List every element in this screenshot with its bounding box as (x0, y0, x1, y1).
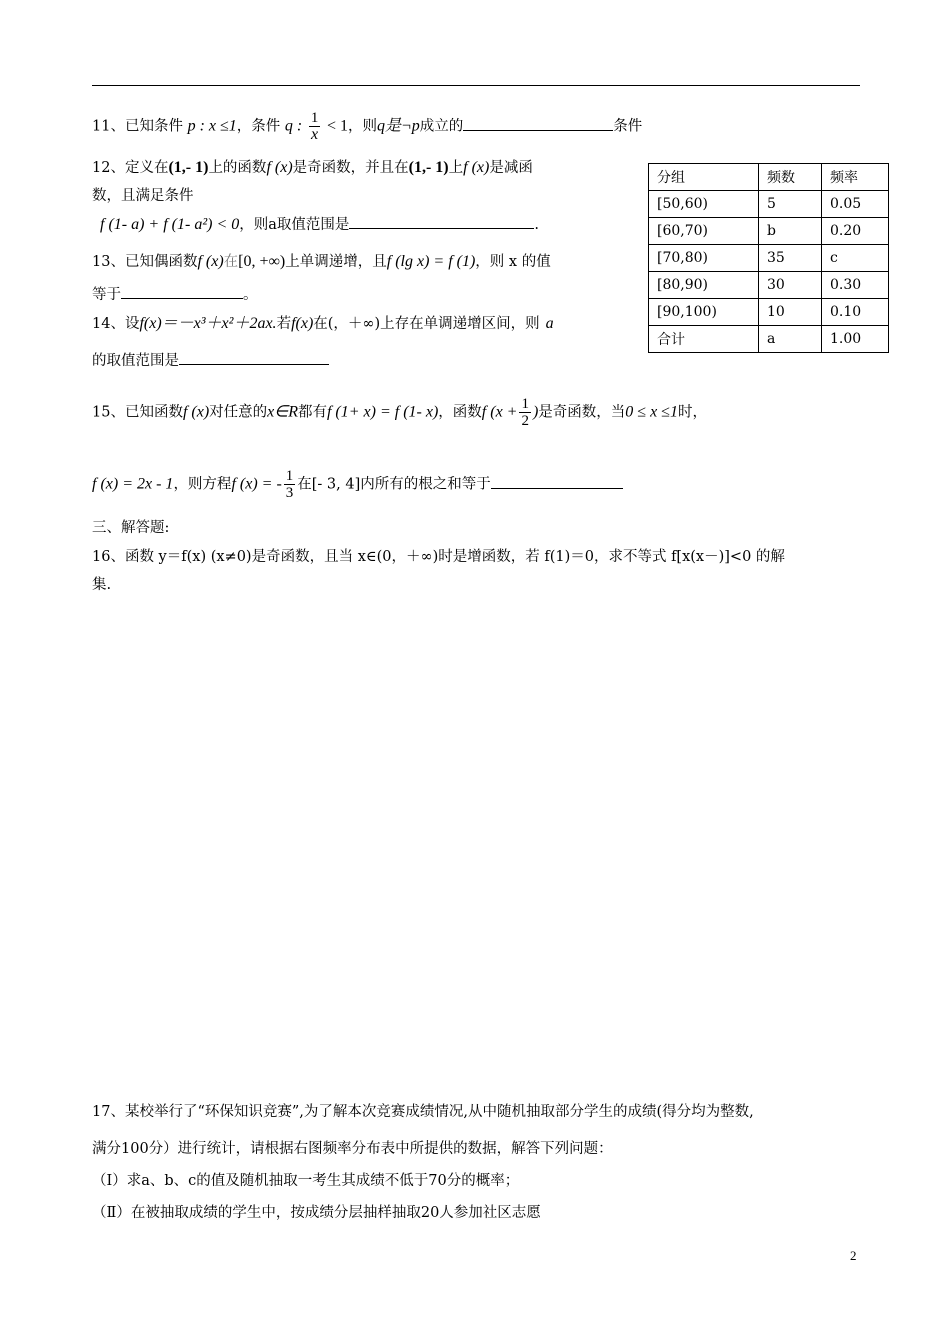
q14-answer-blank[interactable] (179, 350, 329, 365)
table-cell: [70,80) (649, 245, 759, 272)
q15-text-f: 时， (677, 404, 707, 421)
q12-text-a: 12、定义在 (92, 160, 169, 176)
q13-text-c: 上单调递增，且 (285, 254, 387, 270)
q13-equation: f (lg x) = f (1) (386, 253, 476, 270)
table-cell: 5 (759, 191, 822, 218)
q17-part-two: （Ⅱ）在被抽取成绩的学生中，按成绩分层抽样抽取20人参加社区志愿 (92, 1205, 541, 1221)
q12-line2: 数，且满足条件 (92, 188, 194, 204)
q15-f-open: f (x + (481, 403, 518, 421)
q12-text-d: 上 (448, 160, 464, 176)
table-cell: 0.30 (822, 272, 889, 299)
q12-text-c: 是奇函数，并且在 (292, 160, 409, 176)
q14-text-b: 若 (276, 316, 292, 332)
q17-part-one: （Ⅰ）求a、b、c的值及随机抽取一考生其成绩不低于70分的概率； (92, 1173, 520, 1189)
table-header-cell: 频数 (759, 164, 822, 191)
q12-interval: (1,- 1) (168, 159, 209, 176)
q15-text-h: 在[- 3, 4]内所有的根之和等于 (297, 476, 491, 493)
table-row (649, 272, 889, 299)
q13-text-b: 在 (223, 254, 239, 270)
q11-text-a: 11、已知条件 (92, 118, 183, 135)
q15-frac-den: 2 (521, 413, 529, 429)
table-cell: 30 (759, 272, 822, 299)
table-cell: [50,60) (649, 191, 759, 218)
table-cell: 合计 (649, 326, 759, 353)
q12-answer-blank[interactable] (349, 214, 534, 229)
q12-inequality: f (1- a) + f (1- a²) < 0 (100, 216, 240, 233)
table-row (649, 245, 889, 272)
question-11 (92, 110, 642, 143)
q15-definition: f (x) = 2x - 1 (92, 475, 174, 493)
question-14-line2 (92, 350, 329, 371)
q13-answer-blank[interactable] (121, 284, 243, 299)
q15-text-d: ，函数 (438, 404, 482, 421)
question-12-line2 (92, 186, 194, 206)
q12-fx-2: f (x) (463, 159, 490, 176)
q11-answer-blank[interactable] (463, 116, 613, 131)
table-cell: c (822, 245, 889, 272)
q17-line2: 满分100分）进行统计，请根据右图频率分布表中所提供的数据，解答下列问题： (92, 1141, 613, 1157)
q15-range: 0 ≤ x ≤1 (625, 403, 678, 421)
q16-line2: 集. (92, 577, 112, 593)
question-15-line2 (92, 468, 623, 501)
question-16-line1 (92, 547, 785, 567)
q15-symmetry: f (1+ x) = f (1- x) (326, 403, 439, 421)
q15-text-e: 是奇函数，当 (538, 404, 626, 421)
q13-text-equals: 等于 (92, 287, 121, 303)
q14-var-a: a (545, 315, 554, 332)
q14-fx: f(x) (291, 315, 314, 332)
question-14-line1 (92, 314, 554, 334)
q15-text-c: 都有 (297, 404, 327, 421)
q14-line2: 的取值范围是 (92, 353, 179, 369)
question-16-line2 (92, 575, 111, 595)
q14-text-c: 在(，＋∞)上存在单调递增区间，则 (313, 316, 540, 332)
table-cell: [60,70) (649, 218, 759, 245)
table-cell: 0.20 (822, 218, 889, 245)
table-cell: 35 (759, 245, 822, 272)
question-17-line2 (92, 1139, 613, 1159)
question-15-line1 (92, 396, 707, 429)
q17-line1: 17、某校举行了“环保知识竞赛”,为了解本次竞赛成绩情况,从中随机抽取部分学生的成绩(得分均为整数, (92, 1104, 754, 1120)
q15-fraction-2 (284, 468, 296, 501)
q11-q-rest: < 1 (326, 117, 348, 135)
table-header-row (649, 164, 889, 191)
q15-fraction (519, 396, 531, 429)
question-17-line1 (92, 1102, 754, 1122)
q15-text-a: 15、已知函数 (92, 404, 183, 421)
table-cell: 10 (759, 299, 822, 326)
q12-period: . (534, 217, 540, 233)
table-cell: [80,90) (649, 272, 759, 299)
table-cell: a (759, 326, 822, 353)
question-12-line3 (100, 214, 539, 235)
q15-frac-num: 1 (521, 396, 529, 412)
q11-text-c: ，则 (347, 118, 377, 135)
q15-text-g: ，则方程 (173, 476, 232, 493)
q12-fx: f (x) (266, 159, 293, 176)
q12-text-b: 上的函数 (208, 160, 267, 176)
section-three-heading (92, 518, 169, 538)
q15-fx: f (x) (182, 403, 210, 421)
section3-label: 三、解答题: (92, 520, 170, 536)
table-cell: 0.05 (822, 191, 889, 218)
table-header-cell: 分组 (649, 164, 759, 191)
q11-p-condition: p : x ≤1 (187, 117, 237, 135)
frequency-distribution-table (648, 163, 889, 353)
table-cell: [90,100) (649, 299, 759, 326)
q13-end: 。 (243, 287, 258, 303)
table-row (649, 218, 889, 245)
header-rule (92, 85, 860, 86)
q11-relation: q是¬p (376, 117, 420, 135)
table-cell: 0.10 (822, 299, 889, 326)
page-number: 2 (850, 1248, 857, 1263)
q15-frac2-den: 3 (285, 485, 294, 501)
q14-function: f(x)＝－x³＋x²＋2ax. (139, 315, 277, 332)
q16-line1: 16、函数 y＝f(x) (x≠0)是奇函数，且当 x∈(0，＋∞)时是增函数，若 f(1)＝0，求不等式 f[x(x－)]<0 的解 (92, 549, 785, 565)
q14-text-a: 14、设 (92, 316, 140, 332)
q11-q-label: q : (284, 117, 303, 135)
question-17-line3 (92, 1171, 519, 1191)
table-cell: b (759, 218, 822, 245)
q15-answer-blank[interactable] (491, 474, 623, 489)
question-12-line1 (92, 158, 533, 178)
q15-equation: f (x) = - (231, 475, 282, 493)
table-row (649, 191, 889, 218)
question-17-line4 (92, 1203, 541, 1223)
table-row (649, 299, 889, 326)
q12-interval-2: (1,- 1) (408, 159, 449, 176)
q15-condition: x∈R (267, 403, 298, 421)
q13-fx: f (x) (197, 253, 224, 270)
q11-text-e: 条件 (613, 118, 643, 135)
q13-text-a: 13、已知偶函数 (92, 254, 198, 270)
table-header-cell: 频率 (822, 164, 889, 191)
q15-text-b: 对任意的 (209, 404, 268, 421)
q11-text-d: 成立的 (419, 118, 464, 135)
question-13-line2 (92, 284, 258, 305)
table-cell: 1.00 (822, 326, 889, 353)
q11-frac-den: x (311, 126, 319, 143)
q11-fraction (309, 110, 321, 143)
frequency-table-body (649, 164, 889, 353)
q15-f-close: ) (532, 403, 539, 421)
q11-text-b: ，条件 (236, 118, 281, 135)
q12-text-range: ，则a取值范围是 (239, 217, 350, 233)
q15-frac2-num: 1 (285, 468, 294, 484)
question-13-line1 (92, 252, 551, 272)
table-row (649, 326, 889, 353)
q13-interval: [0, +∞) (238, 253, 286, 270)
q11-frac-num: 1 (310, 110, 319, 126)
q13-text-d: ，则 x 的值 (475, 254, 551, 270)
q12-text-e: 是减函 (489, 160, 533, 176)
